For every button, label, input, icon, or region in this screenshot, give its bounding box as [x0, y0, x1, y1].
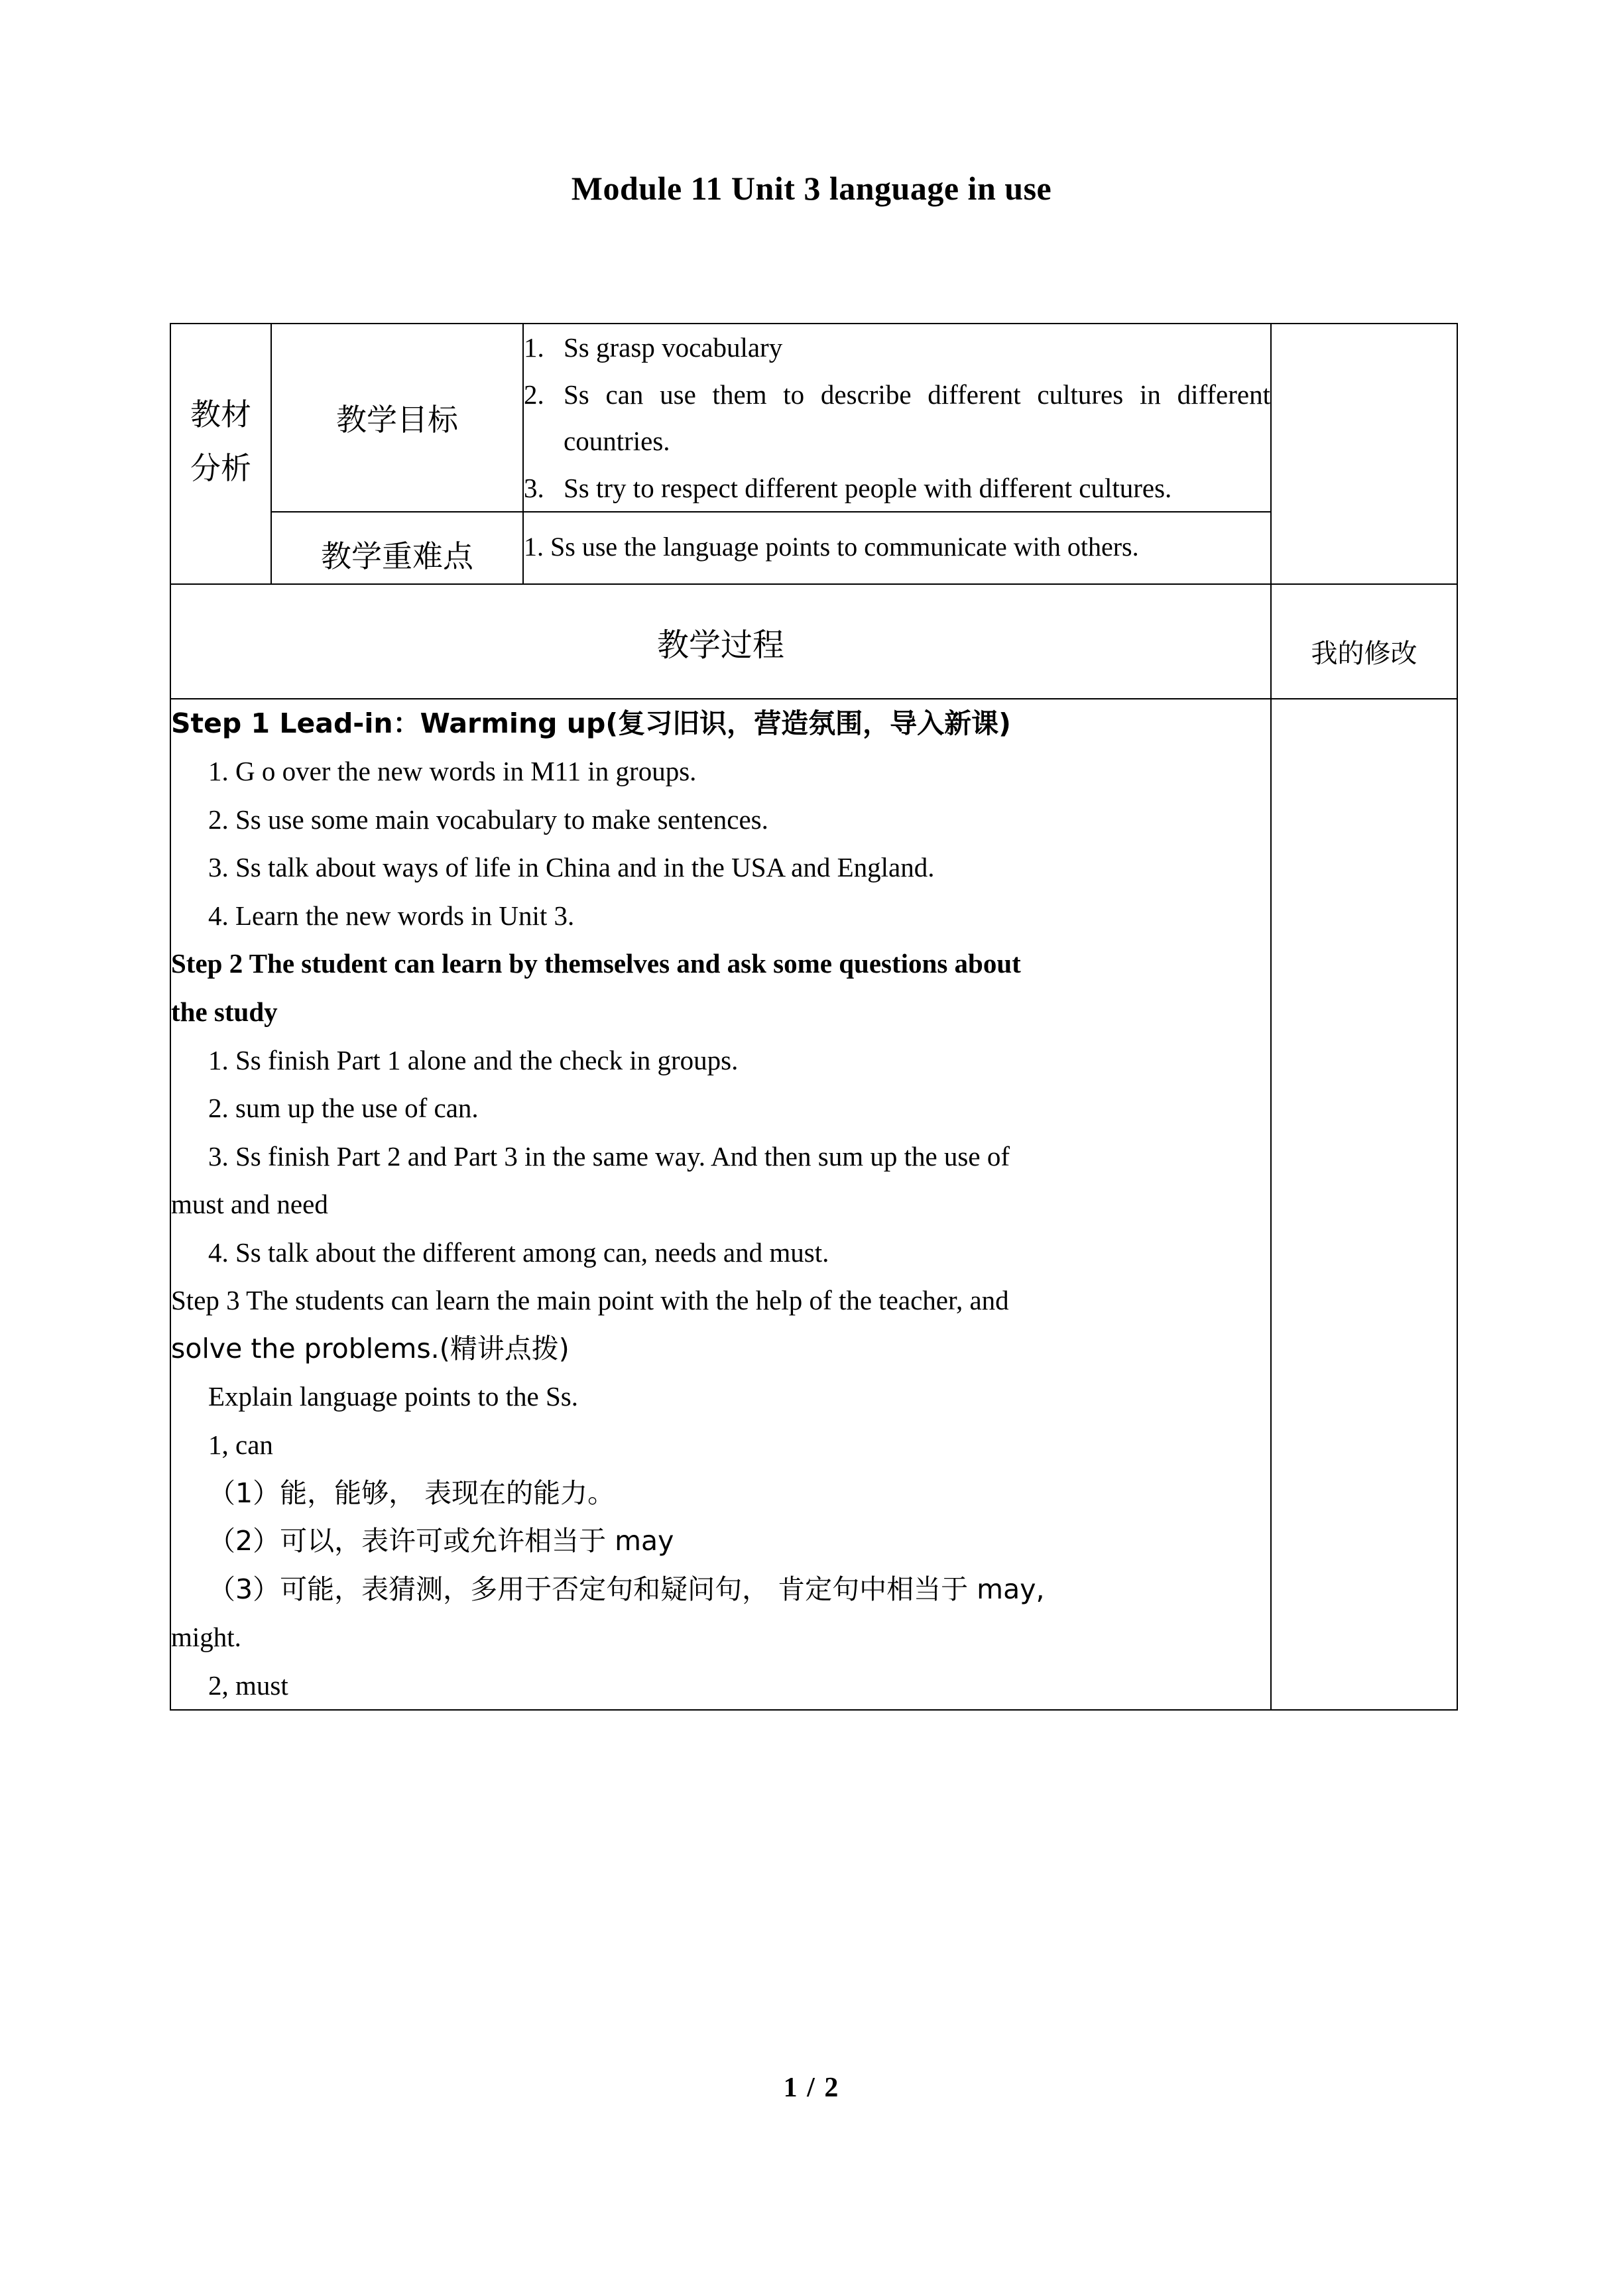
goal-number: 2.: [524, 379, 544, 410]
table-row: [170, 699, 1457, 1711]
table-row: [170, 584, 1457, 699]
table-row: [170, 324, 1457, 512]
modification-header-cell: [1271, 584, 1457, 699]
material-analysis-label-line1: 教材: [190, 396, 251, 432]
goal-text: Ss try to respect different people with different cultures.: [564, 472, 1172, 503]
teaching-goals-label-cell: [271, 324, 523, 512]
page-title: Module 11 Unit 3 language in use: [571, 170, 1052, 207]
process-line: 2. sum up the use of can.: [208, 1093, 479, 1124]
process-header-cell: [170, 584, 1271, 699]
teaching-goals-label: 教学目标: [336, 402, 458, 438]
key-points-label-cell: [271, 512, 523, 584]
goal-text: Ss grasp vocabulary: [564, 332, 783, 363]
goal-number: 1.: [524, 332, 544, 363]
process-header: 教学过程: [656, 626, 784, 664]
process-line: Step 3 The students can learn the main point with the help of the teacher, and: [171, 1285, 1009, 1316]
modification-body-cell: [1271, 699, 1457, 1711]
lesson-plan-table: [170, 323, 1458, 1711]
process-line: must and need: [171, 1189, 328, 1220]
process-line: solve the problems.(精讲点拨): [171, 1332, 570, 1364]
modification-top-empty-cell: [1271, 324, 1457, 584]
teaching-goals-content-cell: [523, 324, 1271, 512]
process-line: 3. Ss talk about ways of life in China and in the USA and England.: [208, 852, 935, 883]
process-body-cell: [170, 699, 1271, 1711]
process-line: （2）可以，表许可或允许相当于 may: [208, 1525, 674, 1557]
teaching-goals-list: [524, 324, 1270, 511]
goal-text: Ss can use them to describe different cultures in different countries.: [564, 379, 1270, 457]
process-line: 2, must: [208, 1669, 288, 1701]
material-analysis-label-cell: [170, 324, 271, 584]
process-line: 1. Ss finish Part 1 alone and the check in groups.: [208, 1044, 739, 1075]
process-line: 4. Learn the new words in Unit 3.: [208, 900, 575, 931]
process-line: the study: [171, 996, 278, 1027]
modification-header: 我的修改: [1311, 638, 1417, 669]
process-line: 1, can: [208, 1429, 273, 1460]
process-line: 2. Ss use some main vocabulary to make sentences.: [208, 804, 768, 835]
process-line: Step 1 Lead-in：Warming up(复习旧识，营造氛围，导入新课): [171, 707, 1011, 739]
process-line: might.: [171, 1622, 241, 1653]
process-line: 1. G o over the new words in M11 in groups.: [208, 756, 697, 787]
process-line: 3. Ss finish Part 2 and Part 3 in the same way. And then sum up the use of: [208, 1140, 1010, 1172]
key-points-content-cell: [523, 512, 1271, 584]
page-number: 1 / 2: [783, 2073, 840, 2103]
material-analysis-label-line2: 分析: [190, 450, 251, 486]
process-line: Step 2 The student can learn by themselves and ask some questions about: [171, 948, 1021, 979]
table-row: [170, 512, 1457, 584]
process-line: （1）能，能够， 表现在的能力。: [208, 1477, 615, 1509]
list-item: [524, 465, 1270, 512]
goal-number: 3.: [524, 472, 544, 503]
process-line: 4. Ss talk about the different among can, needs and must.: [208, 1237, 829, 1268]
list-item: [524, 371, 1270, 465]
process-line: Explain language points to the Ss.: [208, 1381, 578, 1412]
process-line: （3）可能，表猜测，多用于否定句和疑问句， 肯定句中相当于 may,: [208, 1573, 1045, 1605]
key-points-text: 1. Ss use the language points to communicate with others.: [524, 532, 1139, 562]
list-item: [524, 324, 1270, 371]
key-points-label: 教学重难点: [321, 538, 473, 575]
process-body-lines: [171, 699, 1270, 1710]
